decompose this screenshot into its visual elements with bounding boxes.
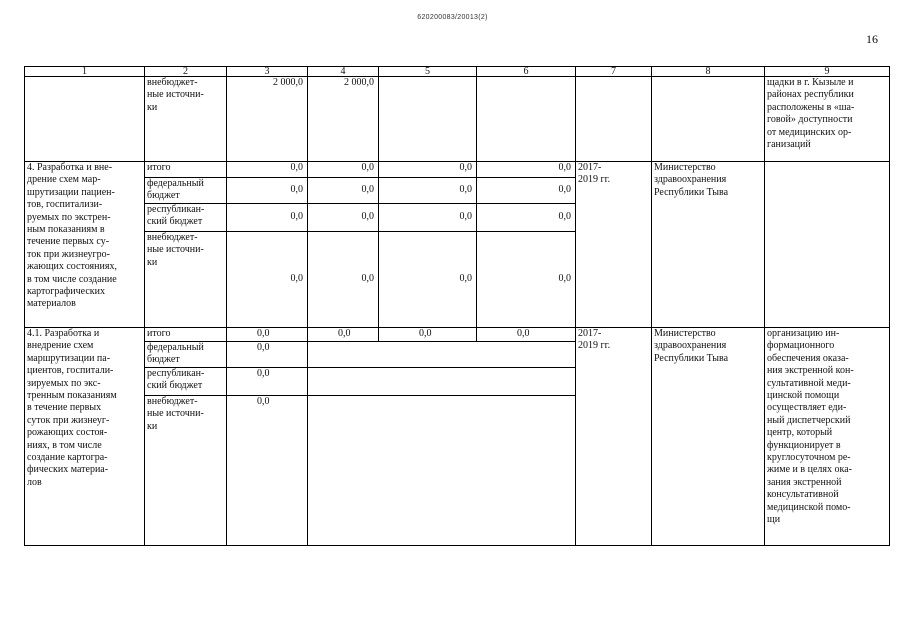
cell-empty [308,396,576,546]
value-cell: 0,0 [477,328,576,342]
cell-empty [25,77,145,162]
cell-empty [652,77,765,162]
source-label: федеральный бюджет [145,342,227,368]
source-label: республикан- ский бюджет [145,368,227,396]
header-cell: 2 [145,67,227,77]
header-cell: 9 [765,67,890,77]
value-cell: 0,0 [379,328,477,342]
source-label: итого [145,162,227,178]
source-label: федеральный бюджет [145,178,227,204]
period-cell: 2017- 2019 гг. [576,162,652,328]
header-cell: 6 [477,67,576,77]
value-cell: 0,0 [308,162,379,178]
value-cell: 0,0 [477,232,576,328]
value-cell: 0,0 [308,204,379,232]
header-cell: 8 [652,67,765,77]
table-row [25,328,890,342]
value-cell: 0,0 [477,178,576,204]
table-row-continuation [25,77,890,162]
value-cell: 0,0 [227,232,308,328]
document-code: 620200083/20013(2) [417,14,488,21]
value-cell: 0,0 [227,396,308,546]
executor-cell: Министерство здравоохранения Республики Тыва [652,328,765,546]
value-cell: 2 000,0 [227,77,308,162]
header-cell: 1 [25,67,145,77]
value-cell: 0,0 [379,162,477,178]
activity-name: 4.1. Разработка и внедрение схем маршрутизации па- циентов, госпитали- зируемых по экс- тренным показаниям в течение первых суток при жизнеуг- рожающих состоя- ниях, в том числе создание картогра- фических материа- лов [25,328,145,546]
source-label: итого [145,328,227,342]
value-cell: 0,0 [379,232,477,328]
executor-cell: Министерство здравоохранения Республики Тыва [652,162,765,328]
result-text: щадки в г. Кызыле и районах республики расположены в «ша- говой» доступности от медицинских ор- ганизаций [765,77,890,162]
value-cell: 0,0 [227,368,308,396]
value-cell: 0,0 [379,178,477,204]
cell-empty [379,77,477,162]
cell-empty [576,77,652,162]
result-text [765,162,890,328]
value-cell: 0,0 [308,328,379,342]
page-number: 16 [866,32,878,46]
source-label: внебюджет- ные источни- ки [145,396,227,546]
source-label: республикан- ский бюджет [145,204,227,232]
value-cell: 0,0 [227,178,308,204]
cell-empty [308,342,576,368]
value-cell: 0,0 [227,328,308,342]
header-cell: 5 [379,67,477,77]
cell-empty [308,368,576,396]
source-label: внебюджет- ные источни- ки [145,77,227,162]
value-cell: 0,0 [477,162,576,178]
value-cell: 0,0 [308,178,379,204]
value-cell: 0,0 [227,342,308,368]
header-cell: 4 [308,67,379,77]
period-cell: 2017- 2019 гг. [576,328,652,546]
value-cell: 2 000,0 [308,77,379,162]
value-cell: 0,0 [477,204,576,232]
cell-empty [477,77,576,162]
source-label: внебюджет- ные источни- ки [145,232,227,328]
header-cell: 3 [227,67,308,77]
result-text: организацию ин- формационного обеспечения оказа- ния экстренной кон- сультативной меди- цинской помощи осуществляет еди- ный диспетчерский центр, который функционирует в круглосуточном ре- жиме и в целях ока- зания экстренной консультативной медицинской помо- щи [765,328,890,546]
value-cell: 0,0 [227,204,308,232]
value-cell: 0,0 [308,232,379,328]
header-cell: 7 [576,67,652,77]
activity-name: 4. Разработка и вне- дрение схем мар- шрутизации пациен- тов, госпитализи- руемых по экстрен- ным показаниям в течение первых су- ток при жизнеугро- жающих состояниях, в том числе создание картографических материалов [25,162,145,328]
value-cell: 0,0 [379,204,477,232]
header-row [25,67,890,77]
program-table [24,66,890,546]
value-cell: 0,0 [227,162,308,178]
table-row [25,162,890,178]
